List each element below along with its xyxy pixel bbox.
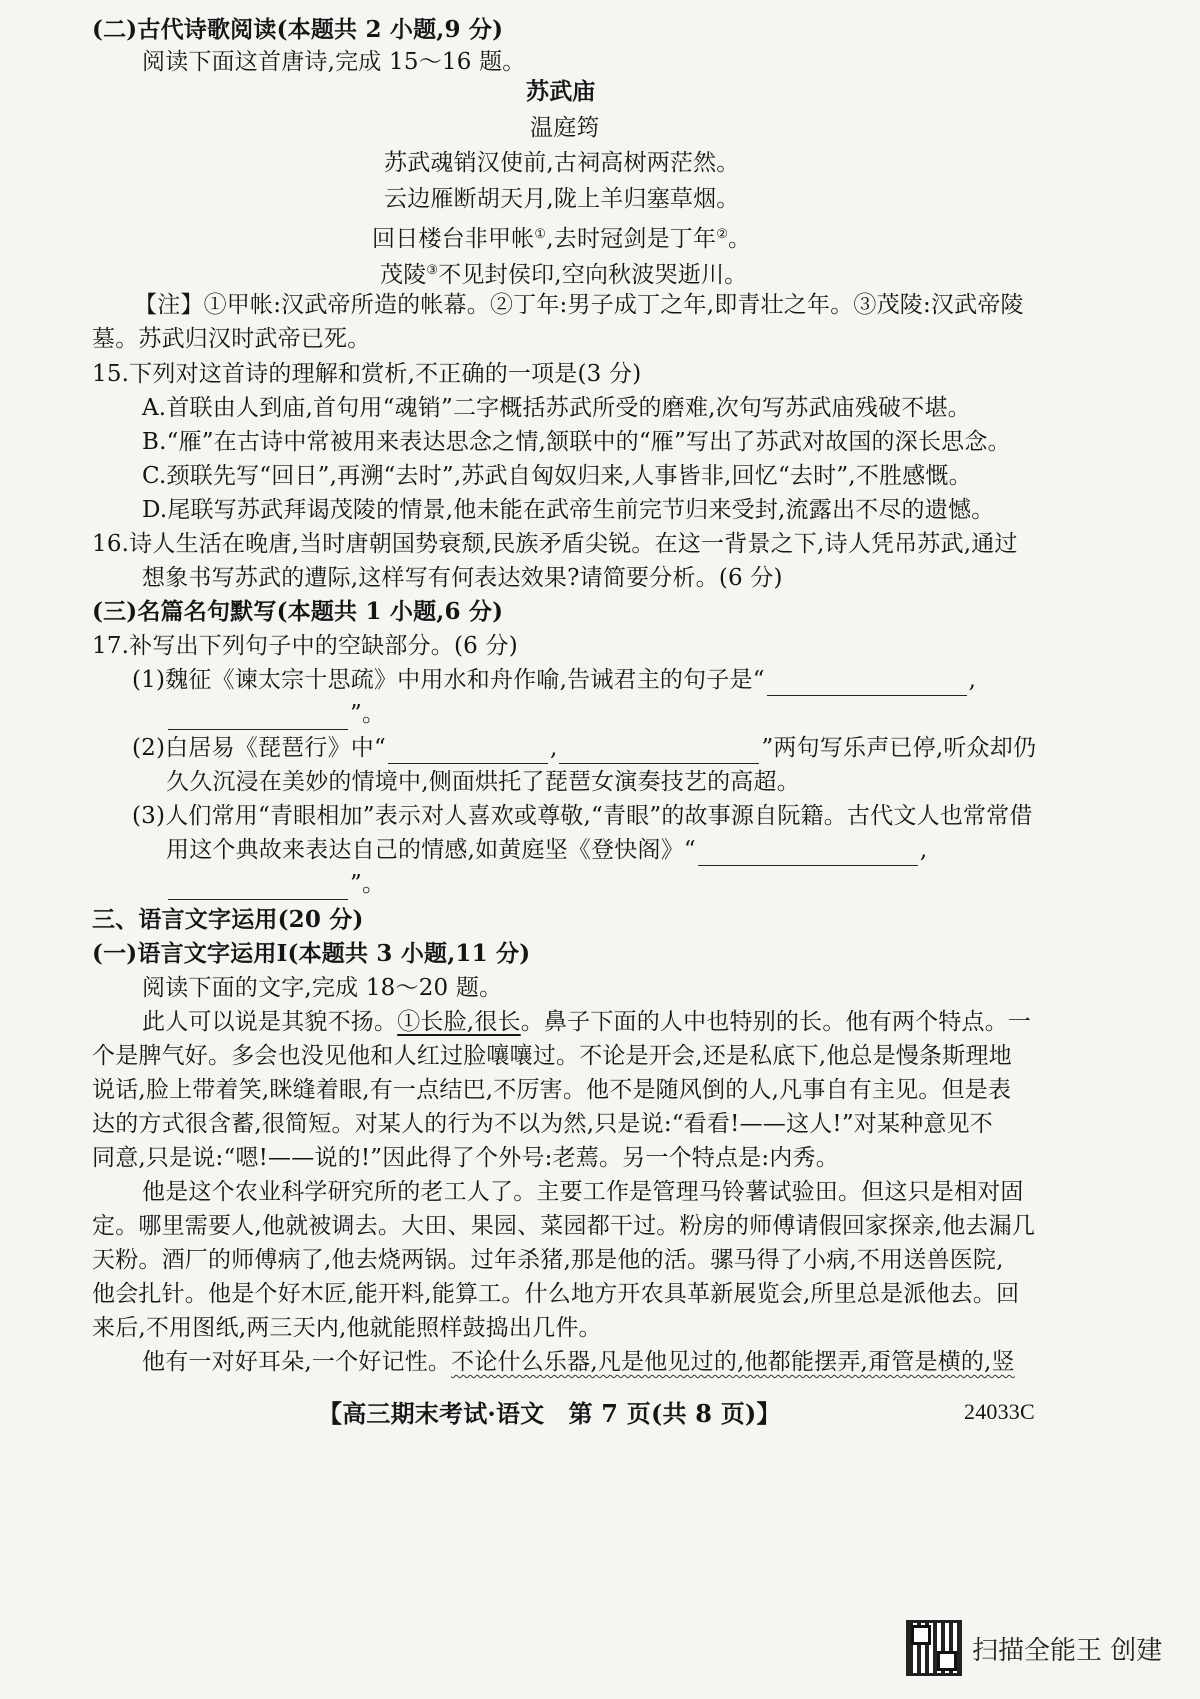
footnote-marker-2: ② xyxy=(716,227,729,242)
question-17-part-2 xyxy=(132,732,1036,764)
passage-paragraph-1-line-4: 达的方式很含蓄,很简短。对某人的行为不以为然,只是说:“看看!——这人!”对某种意见不 xyxy=(92,1111,993,1137)
question-17-part-2-comma: , xyxy=(549,735,558,761)
question-17-part-3-line-3 xyxy=(166,868,385,900)
passage-paragraph-3-line-1 xyxy=(142,1346,1015,1378)
answer-blank-1a[interactable] xyxy=(767,671,967,696)
question-17-part-3-line-1: (3)人们常用“青眼相加”表示对人喜欢或尊敬,“青眼”的故事源自阮籍。古代文人也常常借 xyxy=(132,803,1033,829)
question-15-option-d: D.尾联写苏武拜谒茂陵的情景,他未能在武帝生前完节归来受封,流露出不尽的遗憾。 xyxy=(142,497,995,523)
footnote-marker-1: ① xyxy=(534,227,547,242)
question-17-part-3-text: 用这个典故来表达自己的情感,如黄庭坚《登快阁》“ xyxy=(166,837,696,863)
answer-blank-3b[interactable] xyxy=(168,875,348,900)
part-3-heading: 三、语言文字运用(20 分) xyxy=(92,906,364,933)
question-17-part-3-line-2 xyxy=(166,834,927,866)
question-17-part-1 xyxy=(132,664,976,696)
answer-blank-3a[interactable] xyxy=(698,841,918,866)
answer-blank-2a[interactable] xyxy=(388,739,548,764)
passage-paragraph-2-line-1: 他是这个农业科学研究所的老工人了。主要工作是管理马铃薯试验田。但这只是相对固 xyxy=(142,1179,1024,1205)
note-line-1: 【注】①甲帐:汉武帝所造的帐幕。②丁年:男子成丁之年,即青壮之年。③茂陵:汉武帝陵 xyxy=(134,292,1024,318)
question-17-stem: 17.补写出下列句子中的空缺部分。(6 分) xyxy=(92,633,518,659)
question-17-part-2-line-2: 久久沉浸在美妙的情境中,侧面烘托了琵琶女演奏技艺的高超。 xyxy=(166,769,800,795)
question-17-part-1-close: ”。 xyxy=(350,701,386,727)
question-17-part-2-rest: ”两句写乐声已停,听众却仍 xyxy=(761,735,1037,761)
qr-code-icon xyxy=(906,1620,962,1676)
question-17-part-2-text: (2)白居易《琵琶行》中“ xyxy=(132,735,386,761)
poem-line-4-part-b: 不见封侯印,空向秋波哭逝川。 xyxy=(438,262,748,288)
question-15-option-a: A.首联由人到庙,首句用“魂销”二字概括苏武所受的磨难,次句写苏武庙残破不堪。 xyxy=(142,395,971,421)
poem-line-3-part-c: 。 xyxy=(728,226,752,252)
passage-p1-b: 。鼻子下面的人中也特别的长。他有两个特点。一 xyxy=(520,1009,1032,1035)
subsection-heading-language-1: (一)语言文字运用Ⅰ(本题共 3 小题,11 分) xyxy=(92,940,531,967)
poem-line-3-part-b: ,去时冠剑是丁年 xyxy=(546,226,717,252)
section-heading-poetry: (二)古代诗歌阅读(本题共 2 小题,9 分) xyxy=(92,16,504,43)
question-15-stem: 15.下列对这首诗的理解和赏析,不正确的一项是(3 分) xyxy=(92,361,642,387)
section-heading-recitation: (三)名篇名句默写(本题共 1 小题,6 分) xyxy=(92,598,504,625)
question-17-part-1-comma: , xyxy=(968,667,977,693)
passage-p3-a: 他有一对好耳朵,一个好记性。 xyxy=(142,1349,452,1375)
question-16-line-1: 16.诗人生活在晚唐,当时唐朝国势衰颓,民族矛盾尖锐。在这一背景之下,诗人凭吊苏武,通过 xyxy=(92,531,1018,557)
passage-paragraph-2-line-2: 定。哪里需要人,他就被调去。大田、果园、菜园都干过。粉房的师傅请假回家探亲,他去漏几 xyxy=(92,1213,1036,1239)
poem-line-4-part-a: 茂陵 xyxy=(380,262,427,288)
passage-paragraph-2-line-3: 天粉。酒厂的师傅病了,他去烧两锅。过年杀猪,那是他的活。骡马得了小病,不用送兽医院, xyxy=(92,1247,1004,1273)
footnote-marker-3: ③ xyxy=(426,263,439,278)
passage-paragraph-2-line-5: 来后,不用图纸,两三天内,他就能照样鼓捣出几件。 xyxy=(92,1315,602,1341)
question-17-part-3-close: ”。 xyxy=(350,871,386,897)
poem-title: 苏武庙 xyxy=(526,78,596,105)
scanner-watermark: 扫描全能王 创建 xyxy=(972,1636,1163,1666)
poem-line-1: 苏武魂销汉使前,古祠高树两茫然。 xyxy=(384,150,740,176)
passage-paragraph-1-line-1 xyxy=(142,1006,1031,1038)
page-footer: 【高三期末考试·语文 第 7 页(共 8 页)】 xyxy=(318,1399,781,1428)
passage-paragraph-1-line-5: 同意,只是说:“嗯!——说的!”因此得了个外号:老蔫。另一个特点是:内秀。 xyxy=(92,1145,839,1171)
instruction-18-20: 阅读下面的文字,完成 18～20 题。 xyxy=(142,975,503,1001)
passage-p1-a: 此人可以说是其貌不扬。 xyxy=(142,1009,398,1035)
question-16-line-2: 想象书写苏武的遭际,这样写有何表达效果?请简要分析。(6 分) xyxy=(142,565,783,591)
poem-line-3-part-a: 回日楼台非甲帐 xyxy=(372,226,535,252)
note-line-2: 墓。苏武归汉时武帝已死。 xyxy=(92,326,371,352)
poem-line-4 xyxy=(380,255,747,291)
answer-blank-2b[interactable] xyxy=(559,739,759,764)
question-15-option-c: C.颈联先写“回日”,再溯“去时”,苏武自匈奴归来,人事皆非,回忆“去时”,不胜感慨。 xyxy=(142,463,972,489)
question-17-part-1-line-2 xyxy=(166,698,385,730)
question-15-option-b: B.“雁”在古诗中常被用来表达思念之情,颔联中的“雁”写出了苏武对故国的深长思念。 xyxy=(142,429,1011,455)
poem-line-3 xyxy=(372,219,751,255)
paper-code: 24033C xyxy=(964,1399,1035,1424)
question-17-part-1-text: (1)魏征《谏太宗十思疏》中用水和舟作喻,告诫君主的句子是“ xyxy=(132,667,765,693)
poem-author: 温庭筠 xyxy=(530,115,600,141)
answer-blank-1b[interactable] xyxy=(168,705,348,730)
question-17-part-3-comma: , xyxy=(919,837,928,863)
passage-paragraph-1-line-2: 个是脾气好。多会也没见他和人红过脸嚷嚷过。不论是开会,还是私底下,他总是慢条斯理地 xyxy=(92,1043,1012,1069)
poem-line-2: 云边雁断胡天月,陇上羊归塞草烟。 xyxy=(384,186,740,212)
passage-wavy-underlined: 不论什么乐器,凡是他见过的,他都能摆弄,甭管是横的,竖 xyxy=(451,1349,1015,1375)
passage-underlined-1: ①长脸,很长 xyxy=(397,1009,521,1035)
instruction-15-16: 阅读下面这首唐诗,完成 15～16 题。 xyxy=(142,49,526,75)
passage-paragraph-1-line-3: 说话,脸上带着笑,眯缝着眼,有一点结巴,不厉害。他不是随风倒的人,凡事自有主见。但是表 xyxy=(92,1077,1012,1103)
passage-paragraph-2-line-4: 他会扎针。他是个好木匠,能开料,能算工。什么地方开农具革新展览会,所里总是派他去。回 xyxy=(92,1281,1020,1307)
